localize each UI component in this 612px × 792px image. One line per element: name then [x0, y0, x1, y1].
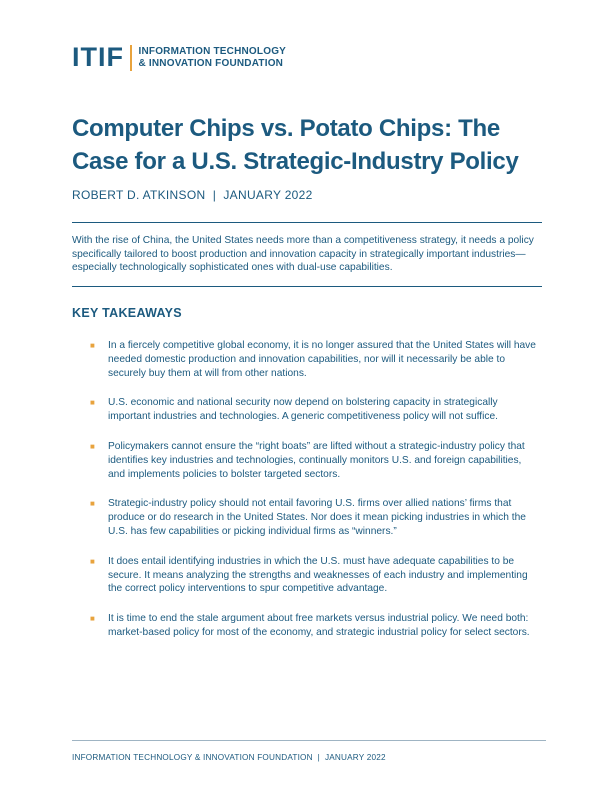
key-takeaways-heading: KEY TAKEAWAYS	[72, 306, 182, 320]
logo-mark: ITIF	[72, 42, 124, 72]
square-bullet-icon: ■	[90, 614, 95, 624]
takeaway-item	[90, 440, 540, 481]
takeaway-text: Policymakers cannot ensure the “right boats” are lifted without a strategic-industry policy that identifies key industries and technologies, continually monitors U.S. and foreign capabilities, and implements policies to bolster targeted sectors.	[108, 440, 525, 480]
takeaway-item	[90, 612, 540, 640]
key-takeaways-list	[90, 339, 540, 656]
title-line1: Computer Chips vs. Potato Chips: The	[72, 115, 500, 142]
takeaway-text: U.S. economic and national security now depend on bolstering capacity in strategically important industries and technologies. A generic competitiveness policy will not suffice.	[108, 397, 498, 423]
itif-logo	[72, 44, 286, 71]
summary-bottom-rule	[72, 286, 542, 287]
takeaway-item	[90, 396, 540, 424]
logo-text-line1: INFORMATION TECHNOLOGY	[138, 46, 287, 57]
square-bullet-icon: ■	[90, 441, 95, 451]
takeaway-text: It is time to end the stale argument about free markets versus industrial policy. We need both: market-based policy for most of the economy, and strategic industrial policy for select sectors.	[108, 613, 530, 638]
takeaway-item	[90, 555, 540, 596]
takeaway-text: Strategic-industry policy should not entail favoring U.S. firms over allied nations’ firms that produce or do research in the United States. Nor does it mean picking industries in which the U.S. has few capabilities or picking individual firms as “winners.”	[108, 498, 526, 537]
takeaway-text: In a fiercely competitive global economy, it is no longer assured that the United States will have needed domestic production and innovation capabilities, nor will it necessarily be able to securely buy them at will from other nations.	[108, 340, 536, 379]
takeaway-text: It does entail identifying industries in which the U.S. must have adequate capabilities to be secure. It means analyzing the strengths and weaknesses of each industry and implementing the correct policy interventions to spur competitive advantage.	[108, 555, 528, 595]
page-footer: INFORMATION TECHNOLOGY & INNOVATION FOUNDATION | JANUARY 2022	[72, 753, 386, 762]
title-line2: Case for a U.S. Strategic-Industry Policy	[72, 148, 519, 175]
square-bullet-icon: ■	[90, 556, 95, 566]
summary-top-rule	[72, 222, 542, 223]
square-bullet-icon: ■	[90, 398, 95, 408]
byline: ROBERT D. ATKINSON | JANUARY 2022	[72, 188, 313, 202]
summary-text: With the rise of China, the United States needs more than a competitiveness strategy, it needs a policy specifically tailored to boost production and innovation capacity in strategically important industries—especially technologically sophisticated ones with dual-use capabilities.	[72, 235, 534, 274]
square-bullet-icon: ■	[90, 499, 95, 509]
footer-rule	[72, 740, 546, 741]
logo-text	[139, 46, 287, 69]
logo-text-line2: & INNOVATION FOUNDATION	[138, 57, 284, 69]
page-title	[72, 112, 552, 178]
takeaway-item	[90, 339, 540, 380]
logo-divider	[130, 45, 132, 71]
square-bullet-icon: ■	[90, 341, 95, 350]
takeaway-item	[90, 497, 540, 538]
